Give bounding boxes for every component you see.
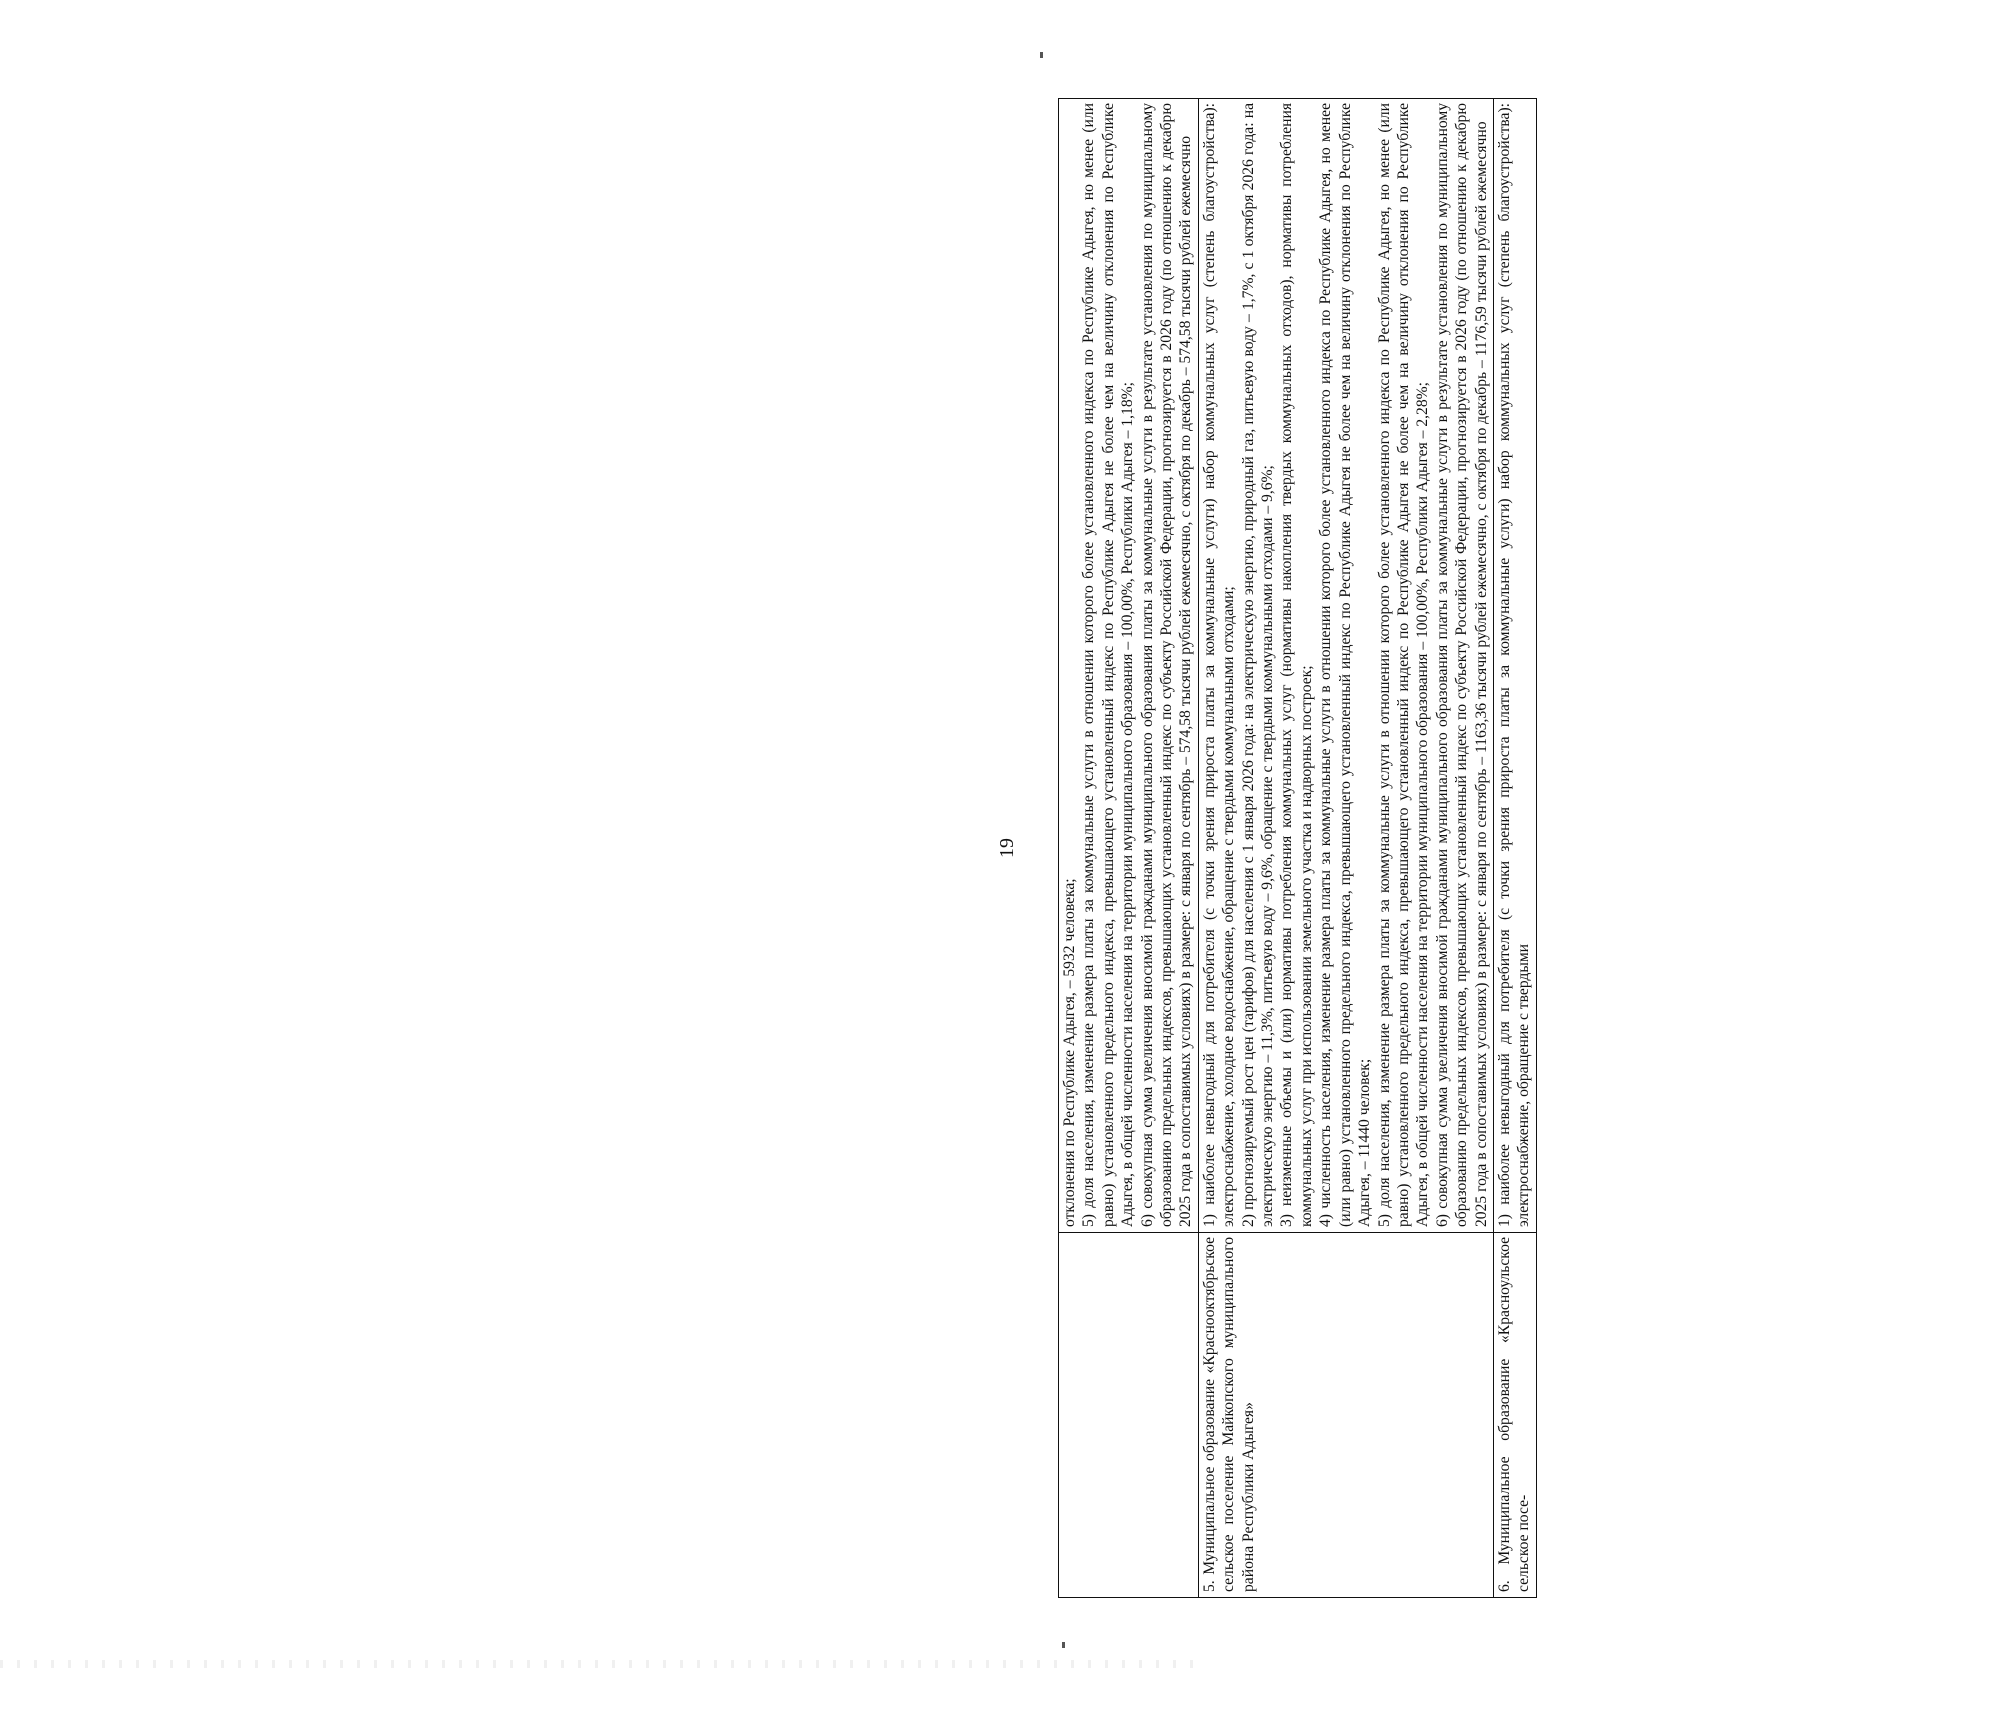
paragraph: отклонения по Республике Адыгея, – 5932 человека; — [1061, 878, 1078, 1227]
paragraph: 3) неизменные объемы и (или) нормативы потребления коммунальных услуг (нормативы накопления твердых коммунальных отходов), нормативы потребления коммунальных услуг при использовании земельного участка и надворных построек; — [1278, 103, 1315, 1227]
scan-dot — [1062, 1642, 1065, 1648]
rotated-page — [996, 98, 2008, 1598]
paragraph: 2) прогнозируемый рост цен (тарифов) для населения с 1 января 2026 года: на электрическую энергию, природный газ, питьевую воду – 1,7%, с 1 октября 2026 года: на электрическую энергию – 11,3%, питьевую воду – 9,6%, обращение с твердыми коммунальными отходами – 9,6%; — [1239, 103, 1277, 1227]
scan-edge-noise — [0, 1660, 1200, 1668]
paragraph: 5) доля населения, изменение размера платы за коммунальные услуги в отношении которого более установленного индекса по Республике Адыгея, но менее (или равно) установленного предельного индекса, превышающего установленный индекс по Республике Адыгея не более чем на величину отклонения по Республике Адыгея, в общей численности населения на территории муниципального образования – 100,00%, Республики Адыгея – 2,28%; — [1375, 103, 1432, 1227]
scan-dot — [1040, 52, 1043, 58]
paragraph: 1) наиболее невыгодный для потребителя (с точки зрения прироста платы за коммунальные услуги) набор коммунальных услуг (степень благоустройства): электроснабжение, обращение с твердыми — [1495, 103, 1533, 1227]
description-cell — [1198, 99, 1493, 1233]
paragraph: 6) совокупная сумма увеличения вносимой гражданами муниципального образования платы за коммунальные услуги в результате установления по муниципальному образованию предельных индексов, превышающих установленный индекс по субъекту Российской Федерации, прогнозируется в 2026 году (по отношению к декабрю 2025 года в сопоставимых условиях) в размере: с января по сентябрь – 1163,36 тысячи рублей ежемесячно, с октября по декабрь – 1176,59 тысячи рублей ежемесячно — [1433, 103, 1490, 1227]
table-row — [1493, 99, 1536, 1598]
paragraph: 1) наиболее невыгодный для потребителя (с точки зрения прироста платы за коммунальные услуги) набор коммунальных услуг (степень благоустройства): электроснабжение, холодное водоснабжение, обращение с твердыми коммунальными отходами; — [1200, 103, 1238, 1227]
document-table — [1058, 98, 1537, 1598]
table-row — [1198, 99, 1493, 1598]
municipality-cell — [1059, 1233, 1199, 1598]
description-cell — [1059, 99, 1199, 1233]
municipality-name: 6. Муниципальное образование «Красноульское сельское посе- — [1495, 1237, 1533, 1592]
municipality-name: 5. Муниципальное образование «Краснооктябрьское сельское поселение Майкопского муниципального района Республики Адыгея» — [1200, 1237, 1257, 1592]
municipality-cell — [1198, 1233, 1493, 1598]
page-number: 19 — [996, 838, 1018, 858]
paragraph: 4) численность населения, изменение размера платы за коммунальные услуги в отношении которого более установленного индекса по Республике Адыгея, но менее (или равно) установленного предельного индекса, превышающего установленный индекс по Республике Адыгея не более чем на величину отклонения по Республике Адыгея, – 11440 человек; — [1317, 103, 1374, 1227]
paragraph: 6) совокупная сумма увеличения вносимой гражданами муниципального образования платы за коммунальные услуги в результате установления по муниципальному образованию предельных индексов, превышающих установленный индекс по субъекту Российской Федерации, прогнозируется в 2026 году (по отношению к декабрю 2025 года в сопоставимых условиях) в размере: с января по сентябрь – 574,58 тысячи рублей ежемесячно, с октября по декабрь – 574,58 тысячи рублей ежемесячно — [1138, 103, 1195, 1227]
municipality-cell — [1493, 1233, 1536, 1598]
paragraph: 5) доля населения, изменение размера платы за коммунальные услуги в отношении которого более установленного индекса по Республике Адыгея, но менее (или равно) установленного предельного индекса, превышающего установленный индекс по Республике Адыгея не более чем на величину отклонения по Республике Адыгея, в общей численности населения на территории муниципального образования – 100,00%, Республики Адыгея – 1,18%; — [1080, 103, 1137, 1227]
table-row — [1059, 99, 1199, 1598]
description-cell — [1493, 99, 1536, 1233]
